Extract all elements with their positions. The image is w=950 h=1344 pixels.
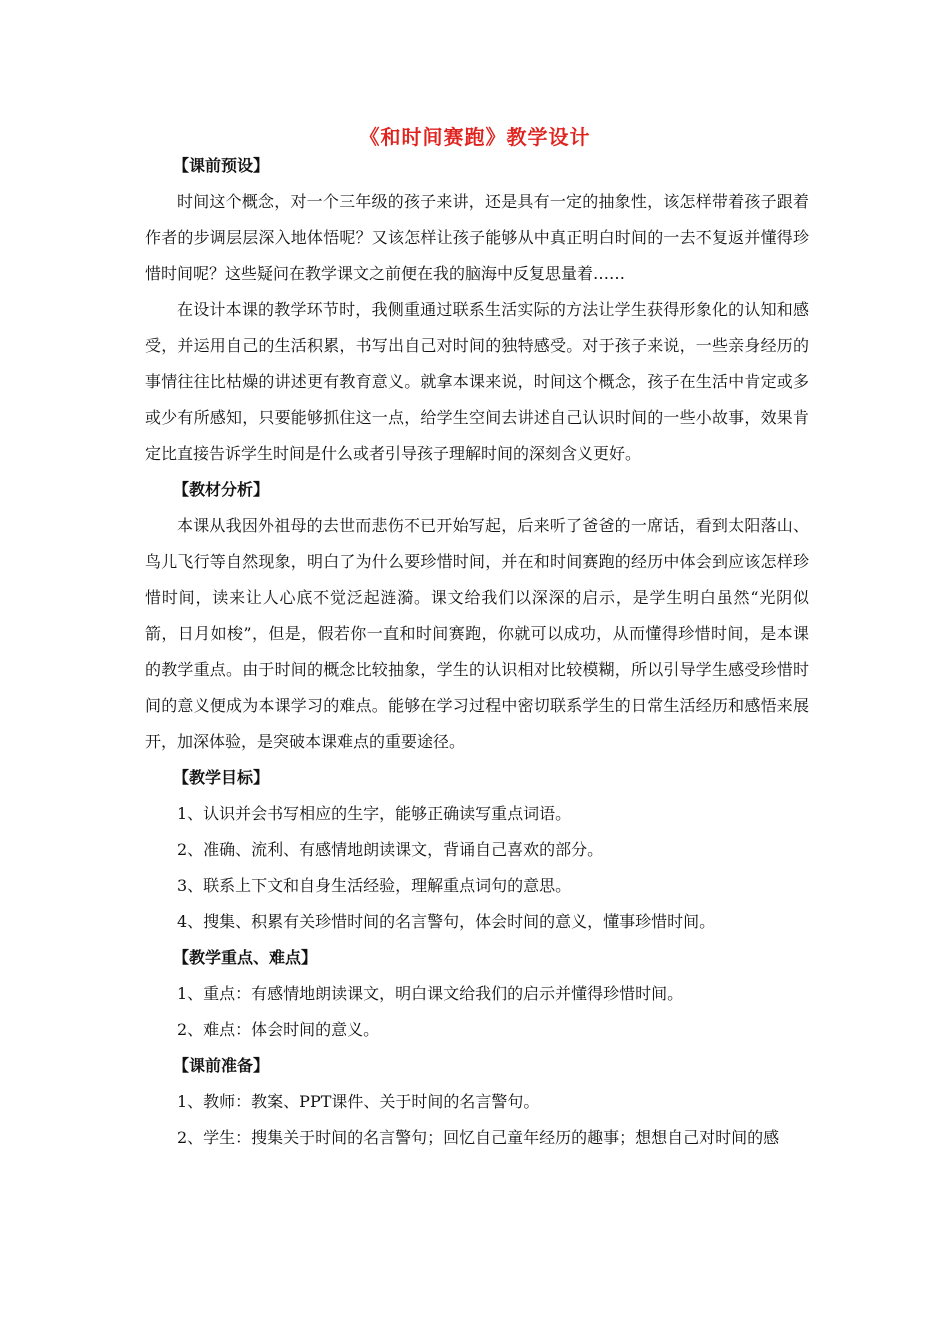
list-item: 2、学生：搜集关于时间的名言警句；回忆自己童年经历的趣事；想想自己对时间的感 [177, 1128, 780, 1147]
list-item: 3、联系上下文和自身生活经验，理解重点词句的意思。 [177, 876, 572, 895]
list-item: 1、认识并会书写相应的生字，能够正确读写重点词语。 [177, 804, 572, 823]
list-item: 4、搜集、积累有关珍惜时间的名言警句，体会时间的意义，懂事珍惜时间。 [177, 912, 716, 931]
paragraph: 在设计本课的教学环节时，我侧重通过联系生活实际的方法让学生获得形象化的认知和感受，并运用自己的生活积累，书写出自己对时间的独特感受。对于孩子来说，一些亲身经历的事情往往比枯燥的讲述更有教育意义。就拿本课来说，时间这个概念，孩子在生活中肯定或多或少有所感知，只要能够抓住这一点，给学生空间去讲述自己认识时间的一些小故事，效果肯定比直接告诉学生时间是什么或者引导孩子理解时间的深刻含义更好。 [145, 300, 809, 463]
section-heading-preparation: 【课前准备】 [173, 1056, 270, 1075]
document-title: 《和时间赛跑》教学设计 [359, 125, 591, 149]
section-heading-pre-lesson: 【课前预设】 [173, 156, 270, 175]
section-heading-teaching-goals: 【教学目标】 [173, 768, 270, 787]
list-item: 2、准确、流利、有感情地朗读课文，背诵自己喜欢的部分。 [177, 840, 604, 859]
section-heading-key-points: 【教学重点、难点】 [173, 948, 318, 967]
section-heading-textbook-analysis: 【教材分析】 [173, 480, 270, 499]
paragraph: 本课从我因外祖母的去世而悲伤不已开始写起，后来听了爸爸的一席话，看到太阳落山、鸟儿飞行等自然现象，明白了为什么要珍惜时间，并在和时间赛跑的经历中体会到应该怎样珍惜时间，读来让人心底不觉泛起涟漪。课文给我们以深深的启示，是学生明白虽然“光阴似箭，日月如梭”，但是，假若你一直和时间赛跑，你就可以成功，从而懂得珍惜时间，是本课的教学重点。由于时间的概念比较抽象，学生的认识相对比较模糊，所以引导学生感受珍惜时间的意义便成为本课学习的难点。能够在学习过程中密切联系学生的日常生活经历和感悟来展开，加深体验，是突破本课难点的重要途径。 [145, 516, 809, 751]
paragraph: 时间这个概念，对一个三年级的孩子来讲，还是具有一定的抽象性，该怎样带着孩子跟着作者的步调层层深入地体悟呢？又该怎样让孩子能够从中真正明白时间的一去不复返并懂得珍惜时间呢？这些疑问在教学课文之前便在我的脑海中反复思量着…… [145, 192, 809, 283]
list-item: 2、难点：体会时间的意义。 [177, 1020, 380, 1039]
list-item: 1、重点：有感情地朗读课文，明白课文给我们的启示并懂得珍惜时间。 [177, 984, 684, 1003]
list-item: 1、教师：教案、PPT课件、关于时间的名言警句。 [177, 1092, 540, 1111]
document-body [145, 148, 809, 1156]
